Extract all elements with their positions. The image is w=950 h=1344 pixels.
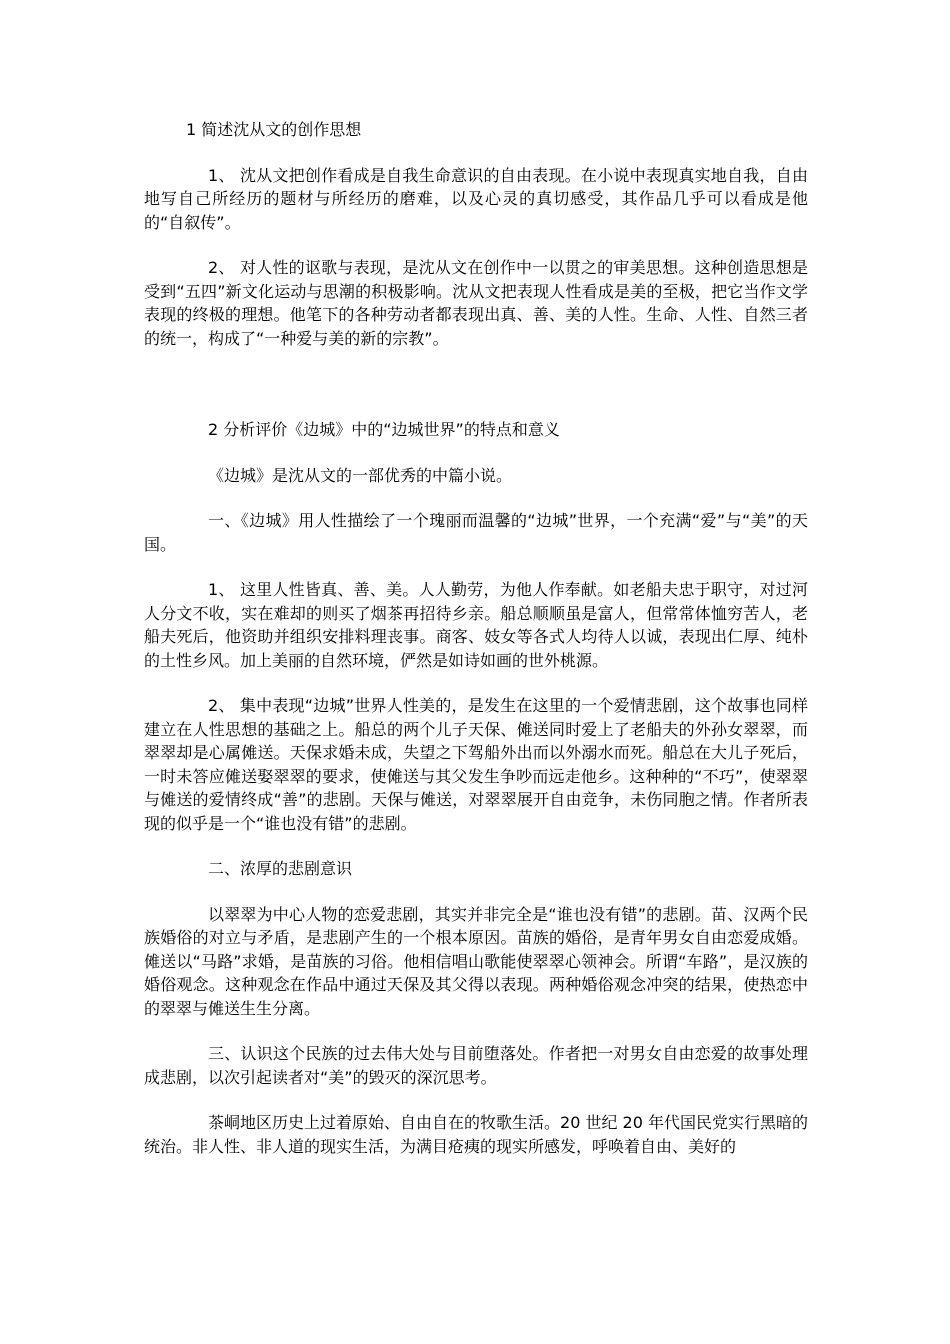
paragraph-8: 以翠翠为中心人物的恋爱悲剧，其实并非完全是“谁也没有错”的悲剧。苗、汉两个民族婚俗的对立与矛盾，是悲剧产生的一个根本原因。苗族的婚俗，是青年男女自由恋爱成婚。傩送以“马路”求婚，是苗族的习俗。他相信唱山歌能使翠翠心领神会。所谓“车路”，是汉族的婚俗观念。这种观念在作品中通过天保及其父得以表现。两种婚俗观念冲突的结果，使热恋中的翠翠与傩送生生分离。	[144, 904, 808, 1018]
paragraph-9: 三、认识这个民族的过去伟大处与目前堕落处。作者把一对男女自由恋爱的故事处理成悲剧，以次引起读者对“美”的毁灭的深沉思考。	[144, 1044, 808, 1087]
paragraph-10: 茶峒地区历史上过着原始、自由自在的牧歌生活。20 世纪 20 年代国民党实行黑暗的统治。非人性、非人道的现实生活，为满目疮痍的现实所感发，呼唤着自由、美好的	[144, 1113, 808, 1156]
paragraph-3: 《边城》是沈从文的一部优秀的中篇小说。	[208, 465, 513, 485]
paragraph-5: 1、 这里人性皆真、善、美。人人勤劳，为他人作奉献。如老船夫忠于职守，对过河人分文不收，实在难却的则买了烟茶再招待乡亲。船总顺顺虽是富人，但常常体恤穷苦人，老船夫死后，他资助并组织安排料理丧事。商客、妓女等各式人均待人以诚，表现出仁厚、纯朴的土性乡风。加上美丽的自然环境，俨然是如诗如画的世外桃源。	[144, 580, 808, 670]
paragraph-2: 2、 对人性的讴歌与表现，是沈从文在创作中一以贯之的审美思想。这种创造思想是受到“五四”新文化运动与思潮的积极影响。沈从文把表现人性看成是美的至极，把它当作文学表现的终极的理想。他笔下的各种劳动者都表现出真、善、美的人性。生命、人性、自然三者的统一，构成了“一种爱与美的新的宗教”。	[144, 258, 808, 348]
document-page	[144, 118, 808, 1158]
paragraph-7: 二、浓厚的悲剧意识	[208, 859, 353, 878]
section-heading-1: 1 简述沈从文的创作思想	[186, 120, 362, 139]
paragraph-6: 2、 集中表现“边城”世界人性美的，是发生在这里的一个爱情悲剧，这个故事也同样建立在人性思想的基础之上。船总的两个儿子天保、傩送同时爱上了老船夫的外孙女翠翠，而翠翠却是心属傩送。天保求婚未成，失望之下驾船外出而以外溺水而死。船总在大儿子死后，一时未答应傩送娶翠翠的要求，使傩送与其父发生争吵而远走他乡。这种种的“不巧”，使翠翠与傩送的爱情终成“善”的悲剧。天保与傩送，对翠翠展开自由竞争，未伤同胞之情。作者所表现的似乎是一个“谁也没有错”的悲剧。	[144, 696, 808, 833]
paragraph-4: 一、《边城》用人性描绘了一个瑰丽而温馨的“边城”世界，一个充满“爱”与“美”的天国。	[144, 511, 808, 554]
paragraph-1: 1、 沈从文把创作看成是自我生命意识的自由表现。在小说中表现真实地自我，自由地写自己所经历的题材与所经历的磨难，以及心灵的真切感受，其作品几乎可以看成是他的“自叙传”。	[144, 165, 808, 232]
section-heading-2: 2 分析评价《边城》中的“边城世界”的特点和意义	[208, 420, 560, 439]
